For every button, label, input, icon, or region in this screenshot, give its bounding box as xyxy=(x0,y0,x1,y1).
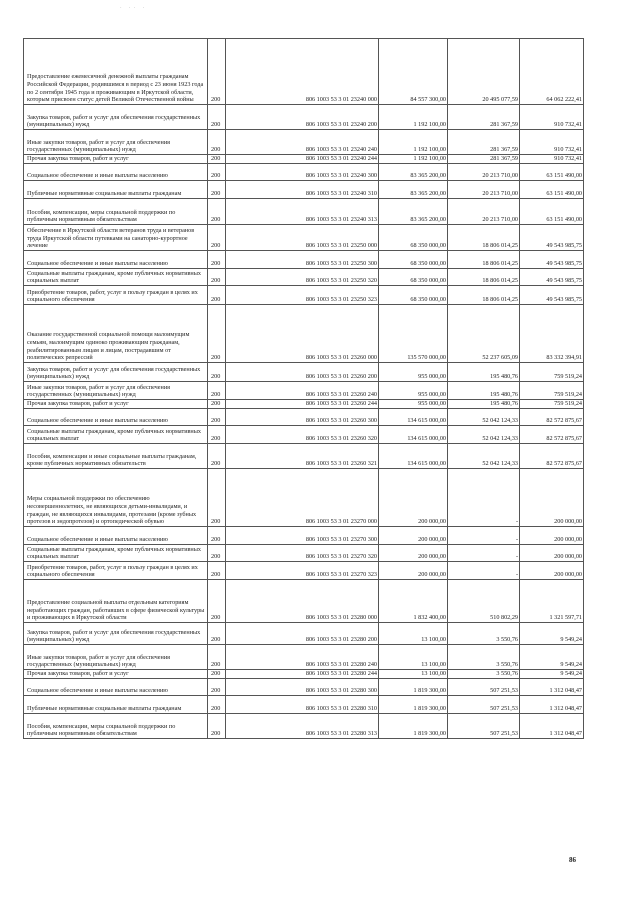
row-remaining: 9 549,24 xyxy=(520,623,584,645)
row-approved: 1 192 100,00 xyxy=(379,105,448,130)
row-budget-code: 806 1003 53 3 01 23280 300 xyxy=(226,679,379,696)
row-budget-code: 806 1003 53 3 01 23260 320 xyxy=(226,426,379,444)
row-name: Социальные выплаты гражданам, кроме публичных нормативных социальных выплат xyxy=(24,545,208,562)
row-executed: 52 042 124,33 xyxy=(448,444,520,469)
row-approved: 83 365 200,00 xyxy=(379,164,448,181)
row-executed: 195 480,76 xyxy=(448,382,520,400)
row-name: Обеспечение в Иркутской области ветеранов труда и ветеранов труда Иркутской области путевками на санаторно-курортное лечение xyxy=(24,225,208,251)
row-approved: 13 100,00 xyxy=(379,645,448,670)
table-row xyxy=(24,251,584,269)
row-code-200: 200 xyxy=(208,382,226,400)
row-remaining: 82 572 875,67 xyxy=(520,409,584,426)
row-executed: 20 213 710,00 xyxy=(448,181,520,199)
row-budget-code: 806 1003 53 3 01 23250 300 xyxy=(226,251,379,269)
row-remaining: 9 549,24 xyxy=(520,645,584,670)
row-executed: 3 550,76 xyxy=(448,645,520,670)
row-executed: 18 806 014,25 xyxy=(448,251,520,269)
row-code-200: 200 xyxy=(208,670,226,679)
row-code-200: 200 xyxy=(208,305,226,363)
row-budget-code: 806 1003 53 3 01 23260 300 xyxy=(226,409,379,426)
row-executed: - xyxy=(448,545,520,562)
row-executed: 52 237 605,09 xyxy=(448,305,520,363)
row-approved: 1 832 400,00 xyxy=(379,580,448,623)
row-code-200: 200 xyxy=(208,444,226,469)
row-code-200: 200 xyxy=(208,714,226,739)
row-code-200: 200 xyxy=(208,155,226,164)
row-budget-code: 806 1003 53 3 01 23240 300 xyxy=(226,164,379,181)
row-name: Пособия, компенсации, меры социальной поддержки по публичным нормативным обязательствам xyxy=(24,199,208,225)
row-executed: 52 042 124,33 xyxy=(448,409,520,426)
row-code-200: 200 xyxy=(208,527,226,545)
budget-table-body xyxy=(24,39,584,739)
row-budget-code: 806 1003 53 3 01 23270 323 xyxy=(226,562,379,580)
row-code-200: 200 xyxy=(208,39,226,105)
budget-table xyxy=(23,38,584,739)
row-code-200: 200 xyxy=(208,696,226,714)
row-remaining: 200 000,00 xyxy=(520,562,584,580)
row-name: Меры социальной поддержки по обеспечению несовершеннолетних, не являющихся детьми-инвалидами, и граждан, не являющихся инвалидами, протезами (кроме зубных протезов и эндопротезов) и ортопедической обувью xyxy=(24,469,208,527)
table-row xyxy=(24,400,584,409)
row-executed: 18 806 014,25 xyxy=(448,269,520,286)
row-name: Закупка товаров, работ и услуг для обеспечения государственных (муниципальных) нужд xyxy=(24,623,208,645)
row-code-200: 200 xyxy=(208,363,226,382)
row-code-200: 200 xyxy=(208,545,226,562)
row-remaining: 910 732,41 xyxy=(520,130,584,155)
row-executed: 507 251,53 xyxy=(448,714,520,739)
row-name: Прочая закупка товаров, работ и услуг xyxy=(24,670,208,679)
row-budget-code: 806 1003 53 3 01 23280 310 xyxy=(226,696,379,714)
row-code-200: 200 xyxy=(208,225,226,251)
row-code-200: 200 xyxy=(208,269,226,286)
table-row xyxy=(24,444,584,469)
row-approved: 1 819 300,00 xyxy=(379,679,448,696)
row-executed: 195 480,76 xyxy=(448,363,520,382)
row-remaining: 200 000,00 xyxy=(520,469,584,527)
row-executed: - xyxy=(448,469,520,527)
table-row xyxy=(24,305,584,363)
row-remaining: 49 543 985,75 xyxy=(520,269,584,286)
row-name: Социальное обеспечение и иные выплаты населению xyxy=(24,679,208,696)
table-row xyxy=(24,164,584,181)
row-approved: 68 350 000,00 xyxy=(379,286,448,305)
row-name: Иные закупки товаров, работ и услуг для обеспечения государственных (муниципальных) нужд xyxy=(24,645,208,670)
table-row xyxy=(24,679,584,696)
row-remaining: 910 732,41 xyxy=(520,155,584,164)
row-budget-code: 806 1003 53 3 01 23240 310 xyxy=(226,181,379,199)
row-name: Иные закупки товаров, работ и услуг для обеспечения государственных (муниципальных) нужд xyxy=(24,382,208,400)
row-executed: 195 480,76 xyxy=(448,400,520,409)
row-budget-code: 806 1003 53 3 01 23240 200 xyxy=(226,105,379,130)
row-name: Публичные нормативные социальные выплаты гражданам xyxy=(24,696,208,714)
row-name: Прочая закупка товаров, работ и услуг xyxy=(24,400,208,409)
row-budget-code: 806 1003 53 3 01 23250 323 xyxy=(226,286,379,305)
table-row xyxy=(24,225,584,251)
row-budget-code: 806 1003 53 3 01 23270 320 xyxy=(226,545,379,562)
row-remaining: 200 000,00 xyxy=(520,545,584,562)
row-budget-code: 806 1003 53 3 01 23280 244 xyxy=(226,670,379,679)
row-approved: 68 350 000,00 xyxy=(379,269,448,286)
row-remaining: 1 312 048,47 xyxy=(520,714,584,739)
row-code-200: 200 xyxy=(208,286,226,305)
row-name: Оказание государственной социальной помощи малоимущим семьям, малоимущим одиноко проживающим гражданам, реабилитированным лицам и лицам, пострадавшим от политических репрессий xyxy=(24,305,208,363)
row-remaining: 759 519,24 xyxy=(520,363,584,382)
row-executed: - xyxy=(448,527,520,545)
row-code-200: 200 xyxy=(208,400,226,409)
row-remaining: 49 543 985,75 xyxy=(520,225,584,251)
row-approved: 134 615 000,00 xyxy=(379,409,448,426)
row-executed: - xyxy=(448,562,520,580)
row-name: Социальное обеспечение и иные выплаты населению xyxy=(24,409,208,426)
table-row xyxy=(24,409,584,426)
row-code-200: 200 xyxy=(208,469,226,527)
table-row xyxy=(24,527,584,545)
row-executed: 3 550,76 xyxy=(448,670,520,679)
table-row xyxy=(24,105,584,130)
table-row xyxy=(24,469,584,527)
row-executed: 281 367,59 xyxy=(448,130,520,155)
row-name: Предоставление социальной выплаты отдельным категориям неработающих граждан, работавших в сфере физической культуры и проживающих в Иркутской области xyxy=(24,580,208,623)
row-executed: 18 806 014,25 xyxy=(448,225,520,251)
row-remaining: 82 572 875,67 xyxy=(520,426,584,444)
row-approved: 83 365 200,00 xyxy=(379,199,448,225)
row-remaining: 63 151 490,00 xyxy=(520,199,584,225)
row-budget-code: 806 1003 53 3 01 23240 000 xyxy=(226,39,379,105)
table-row xyxy=(24,286,584,305)
row-budget-code: 806 1003 53 3 01 23280 313 xyxy=(226,714,379,739)
table-row xyxy=(24,269,584,286)
row-code-200: 200 xyxy=(208,562,226,580)
row-code-200: 200 xyxy=(208,105,226,130)
page-number: 86 xyxy=(569,856,576,864)
row-budget-code: 806 1003 53 3 01 23270 000 xyxy=(226,469,379,527)
table-row xyxy=(24,714,584,739)
table-row xyxy=(24,696,584,714)
row-code-200: 200 xyxy=(208,580,226,623)
row-executed: 20 213 710,00 xyxy=(448,199,520,225)
row-budget-code: 806 1003 53 3 01 23250 320 xyxy=(226,269,379,286)
row-approved: 1 819 300,00 xyxy=(379,696,448,714)
row-name: Социальное обеспечение и иные выплаты населению xyxy=(24,164,208,181)
row-name: Предоставление ежемесячной денежной выплаты гражданам Российской Федерации, родившимся в период с 23 июня 1923 года по 2 сентября 1945 года и проживающим в Иркутской области, которым присвоен статус детей Великой Отечественной войны xyxy=(24,39,208,105)
row-executed: 507 251,53 xyxy=(448,679,520,696)
row-approved: 134 615 000,00 xyxy=(379,426,448,444)
row-approved: 200 000,00 xyxy=(379,545,448,562)
row-budget-code: 806 1003 53 3 01 23260 244 xyxy=(226,400,379,409)
table-row xyxy=(24,155,584,164)
row-budget-code: 806 1003 53 3 01 23280 200 xyxy=(226,623,379,645)
row-name: Социальное обеспечение и иные выплаты населению xyxy=(24,251,208,269)
table-row xyxy=(24,645,584,670)
row-budget-code: 806 1003 53 3 01 23240 240 xyxy=(226,130,379,155)
row-approved: 955 000,00 xyxy=(379,400,448,409)
row-name: Закупка товаров, работ и услуг для обеспечения государственных (муниципальных) нужд xyxy=(24,363,208,382)
row-executed: 18 806 014,25 xyxy=(448,286,520,305)
row-remaining: 200 000,00 xyxy=(520,527,584,545)
row-approved: 955 000,00 xyxy=(379,382,448,400)
row-remaining: 1 321 597,71 xyxy=(520,580,584,623)
row-approved: 134 615 000,00 xyxy=(379,444,448,469)
row-executed: 281 367,59 xyxy=(448,105,520,130)
row-approved: 13 100,00 xyxy=(379,623,448,645)
row-executed: 52 042 124,33 xyxy=(448,426,520,444)
row-approved: 200 000,00 xyxy=(379,562,448,580)
row-executed: 281 367,59 xyxy=(448,155,520,164)
table-row xyxy=(24,39,584,105)
row-code-200: 200 xyxy=(208,181,226,199)
row-remaining: 49 543 985,75 xyxy=(520,286,584,305)
row-code-200: 200 xyxy=(208,251,226,269)
row-remaining: 63 151 490,00 xyxy=(520,164,584,181)
row-remaining: 1 312 048,47 xyxy=(520,679,584,696)
row-name: Пособия, компенсации, меры социальной поддержки по публичным нормативным обязательствам xyxy=(24,714,208,739)
row-approved: 1 192 100,00 xyxy=(379,155,448,164)
row-name: Приобретение товаров, работ, услуг в пользу граждан в целях их социального обеспечения xyxy=(24,286,208,305)
row-approved: 200 000,00 xyxy=(379,527,448,545)
row-code-200: 200 xyxy=(208,199,226,225)
row-executed: 507 251,53 xyxy=(448,696,520,714)
table-row xyxy=(24,623,584,645)
row-approved: 955 000,00 xyxy=(379,363,448,382)
table-row xyxy=(24,382,584,400)
table-row xyxy=(24,363,584,382)
row-budget-code: 806 1003 53 3 01 23260 240 xyxy=(226,382,379,400)
table-row xyxy=(24,545,584,562)
row-remaining: 83 332 394,91 xyxy=(520,305,584,363)
table-row xyxy=(24,199,584,225)
table-row xyxy=(24,562,584,580)
row-remaining: 63 151 490,00 xyxy=(520,181,584,199)
row-code-200: 200 xyxy=(208,409,226,426)
row-budget-code: 806 1003 53 3 01 23270 300 xyxy=(226,527,379,545)
scan-header-marks: · ·· · xyxy=(120,6,148,11)
table-row xyxy=(24,670,584,679)
row-name: Иные закупки товаров, работ и услуг для обеспечения государственных (муниципальных) нужд xyxy=(24,130,208,155)
row-approved: 135 570 000,00 xyxy=(379,305,448,363)
row-name: Публичные нормативные социальные выплаты гражданам xyxy=(24,181,208,199)
row-name: Социальное обеспечение и иные выплаты населению xyxy=(24,527,208,545)
row-remaining: 82 572 875,67 xyxy=(520,444,584,469)
row-remaining: 49 543 985,75 xyxy=(520,251,584,269)
row-executed: 20 213 710,00 xyxy=(448,164,520,181)
row-budget-code: 806 1003 53 3 01 23280 000 xyxy=(226,580,379,623)
row-remaining: 1 312 048,47 xyxy=(520,696,584,714)
row-budget-code: 806 1003 53 3 01 23280 240 xyxy=(226,645,379,670)
row-code-200: 200 xyxy=(208,130,226,155)
row-approved: 68 350 000,00 xyxy=(379,225,448,251)
row-code-200: 200 xyxy=(208,164,226,181)
table-row xyxy=(24,426,584,444)
row-name: Прочая закупка товаров, работ и услуг xyxy=(24,155,208,164)
row-budget-code: 806 1003 53 3 01 23260 000 xyxy=(226,305,379,363)
row-code-200: 200 xyxy=(208,623,226,645)
row-executed: 3 550,76 xyxy=(448,623,520,645)
row-name: Социальные выплаты гражданам, кроме публичных нормативных социальных выплат xyxy=(24,269,208,286)
row-approved: 1 192 100,00 xyxy=(379,130,448,155)
row-approved: 200 000,00 xyxy=(379,469,448,527)
row-approved: 84 557 300,00 xyxy=(379,39,448,105)
row-code-200: 200 xyxy=(208,426,226,444)
row-name: Социальные выплаты гражданам, кроме публичных нормативных социальных выплат xyxy=(24,426,208,444)
row-budget-code: 806 1003 53 3 01 23260 200 xyxy=(226,363,379,382)
table-row xyxy=(24,580,584,623)
row-approved: 83 365 200,00 xyxy=(379,181,448,199)
row-budget-code: 806 1003 53 3 01 23260 321 xyxy=(226,444,379,469)
row-name: Приобретение товаров, работ, услуг в пользу граждан в целях их социального обеспечения xyxy=(24,562,208,580)
table-row xyxy=(24,181,584,199)
row-executed: 20 495 077,59 xyxy=(448,39,520,105)
row-remaining: 64 062 222,41 xyxy=(520,39,584,105)
row-approved: 13 100,00 xyxy=(379,670,448,679)
row-approved: 68 350 000,00 xyxy=(379,251,448,269)
row-remaining: 9 549,24 xyxy=(520,670,584,679)
row-executed: 510 802,29 xyxy=(448,580,520,623)
row-name: Пособия, компенсации и иные социальные выплаты гражданам, кроме публичных нормативных обязательств xyxy=(24,444,208,469)
row-remaining: 910 732,41 xyxy=(520,105,584,130)
row-code-200: 200 xyxy=(208,679,226,696)
row-remaining: 759 519,24 xyxy=(520,382,584,400)
row-budget-code: 806 1003 53 3 01 23250 000 xyxy=(226,225,379,251)
row-approved: 1 819 300,00 xyxy=(379,714,448,739)
row-name: Закупка товаров, работ и услуг для обеспечения государственных (муниципальных) нужд xyxy=(24,105,208,130)
table-row xyxy=(24,130,584,155)
row-remaining: 759 519,24 xyxy=(520,400,584,409)
row-code-200: 200 xyxy=(208,645,226,670)
row-budget-code: 806 1003 53 3 01 23240 313 xyxy=(226,199,379,225)
row-budget-code: 806 1003 53 3 01 23240 244 xyxy=(226,155,379,164)
